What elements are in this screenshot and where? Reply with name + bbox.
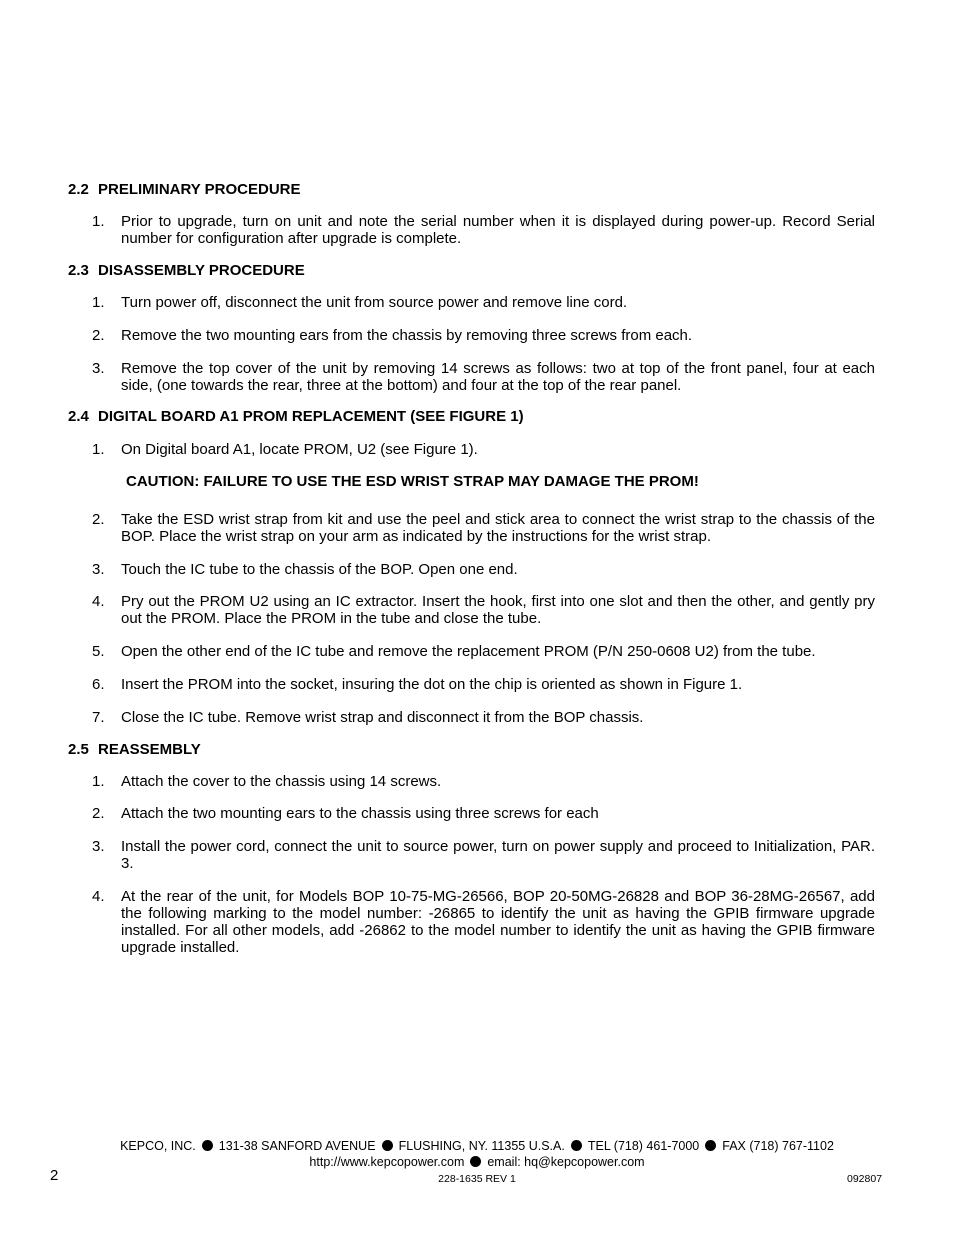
- document-number: 228-1635 REV 1: [438, 1173, 516, 1185]
- section-title: REASSEMBLY: [98, 741, 201, 758]
- footer-city: FLUSHING, NY. 11355 U.S.A.: [398, 1139, 565, 1153]
- section-heading-2-3: [68, 262, 305, 279]
- section-number: 2.4: [68, 408, 89, 425]
- section-title: DISASSEMBLY PROCEDURE: [98, 262, 305, 279]
- item-text: On Digital board A1, locate PROM, U2 (see Figure 1).: [121, 441, 478, 458]
- footer-contact-line: [0, 1155, 954, 1169]
- item-number: 4.: [92, 888, 105, 905]
- item-number: 4.: [92, 593, 105, 610]
- item-text: Attach the two mounting ears to the chassis using three screws for each: [121, 805, 599, 822]
- page-number: 2: [50, 1167, 59, 1184]
- item-text: Remove the top cover of the unit by removing 14 screws as follows: two at top of the front panel, four at each side, (one towards the rear, three at the bottom) and four at the top of the rear panel.: [121, 360, 875, 394]
- item-number: 1.: [92, 294, 105, 311]
- footer-address-line: [0, 1139, 954, 1153]
- list-item: [92, 511, 875, 545]
- section-number: 2.2: [68, 181, 89, 198]
- list-item: [92, 643, 875, 660]
- list-item: [92, 213, 875, 247]
- item-text: Attach the cover to the chassis using 14 screws.: [121, 773, 442, 790]
- bullet-icon: [470, 1156, 481, 1167]
- item-text: Install the power cord, connect the unit to source power, turn on power supply and proceed to Initialization, PAR. 3.: [121, 838, 875, 872]
- item-number: 1.: [92, 773, 105, 790]
- section-number: 2.3: [68, 262, 89, 279]
- footer-tel: TEL (718) 461-7000: [587, 1139, 700, 1153]
- item-text: Prior to upgrade, turn on unit and note the serial number when it is displayed during power-up. Record Serial number for configuration after upgrade is complete.: [121, 213, 875, 247]
- item-text: Remove the two mounting ears from the chassis by removing three screws from each.: [121, 327, 693, 344]
- section-title: DIGITAL BOARD A1 PROM REPLACEMENT (SEE FIGURE 1): [98, 408, 524, 425]
- footer-company: KEPCO, INC.: [120, 1139, 196, 1153]
- item-number: 3.: [92, 360, 105, 377]
- item-number: 3.: [92, 838, 105, 855]
- item-text: Pry out the PROM U2 using an IC extractor. Insert the hook, first into one slot and then the other, and gently pry out the PROM. Place the PROM in the tube and close the tube.: [121, 593, 875, 627]
- item-text: Touch the IC tube to the chassis of the BOP. Open one end.: [121, 561, 518, 578]
- list-item: [92, 888, 875, 956]
- item-number: 7.: [92, 709, 105, 726]
- section-title: PRELIMINARY PROCEDURE: [98, 181, 301, 198]
- list-item: [92, 360, 875, 394]
- bullet-icon: [705, 1140, 716, 1151]
- section-heading-2-2: [68, 181, 301, 198]
- list-item: [92, 709, 875, 726]
- footer-website[interactable]: http://www.kepcopower.com: [309, 1155, 465, 1169]
- section-number: 2.5: [68, 741, 89, 758]
- list-item: [92, 327, 875, 344]
- item-number: 2.: [92, 511, 105, 528]
- footer-fax: FAX (718) 767-1102: [722, 1139, 834, 1153]
- list-item: [92, 676, 875, 693]
- item-number: 2.: [92, 327, 105, 344]
- item-number: 1.: [92, 213, 105, 230]
- item-text: Close the IC tube. Remove wrist strap and disconnect it from the BOP chassis.: [121, 709, 644, 726]
- bullet-icon: [202, 1140, 213, 1151]
- footer-address: 131-38 SANFORD AVENUE: [218, 1139, 376, 1153]
- item-text: Turn power off, disconnect the unit from source power and remove line cord.: [121, 294, 628, 311]
- item-text: At the rear of the unit, for Models BOP 10-75-MG-26566, BOP 20-50MG-26828 and BOP 36-28MG-26567, add the following marking to the model number: -26865 to identify the unit as having the GPIB firmware upgrade installed. For all other models, add -26862 to the model number to identify the unit as having the GPIB firmware upgrade installed.: [121, 888, 875, 956]
- list-item: [92, 805, 875, 822]
- bullet-icon: [382, 1140, 393, 1151]
- list-item: [92, 441, 875, 458]
- list-item: [92, 593, 875, 627]
- item-text: Take the ESD wrist strap from kit and use the peel and stick area to connect the wrist strap to the chassis of the BOP. Place the wrist strap on your arm as indicated by the instructions for the wrist strap.: [121, 511, 875, 545]
- date-code: 092807: [847, 1173, 883, 1185]
- item-number: 5.: [92, 643, 105, 660]
- list-item: [92, 773, 875, 790]
- item-number: 3.: [92, 561, 105, 578]
- section-heading-2-4: [68, 408, 524, 425]
- item-number: 2.: [92, 805, 105, 822]
- bullet-icon: [571, 1140, 582, 1151]
- caution-note: CAUTION: FAILURE TO USE THE ESD WRIST STRAP MAY DAMAGE THE PROM!: [126, 473, 699, 490]
- section-heading-2-5: [68, 741, 201, 758]
- item-number: 6.: [92, 676, 105, 693]
- list-item: [92, 838, 875, 872]
- item-text: Open the other end of the IC tube and remove the replacement PROM (P/N 250-0608 U2) from the tube.: [121, 643, 816, 660]
- item-text: Insert the PROM into the socket, insuring the dot on the chip is oriented as shown in Figure 1.: [121, 676, 743, 693]
- item-number: 1.: [92, 441, 105, 458]
- footer-email[interactable]: email: hq@kepcopower.com: [487, 1155, 645, 1169]
- list-item: [92, 561, 875, 578]
- list-item: [92, 294, 875, 311]
